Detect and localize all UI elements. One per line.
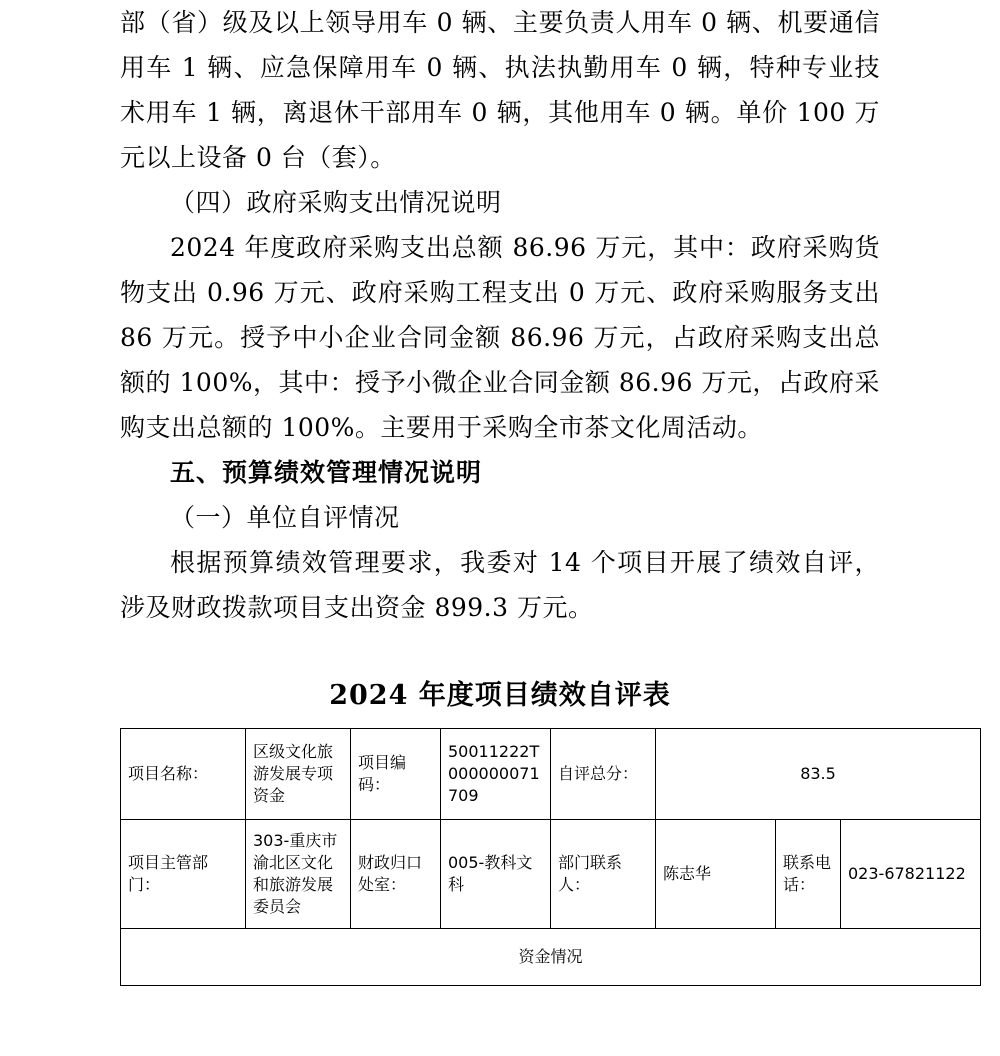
cell-label-project-code: 项目编码： — [351, 729, 441, 820]
cell-value-dept: 303-重庆市渝北区文化和旅游发展委员会 — [246, 820, 351, 929]
cell-value-finance-office: 005-教科文科 — [441, 820, 551, 929]
cell-value-project-name: 区级文化旅游发展专项资金 — [246, 729, 351, 820]
section-spacer — [120, 630, 880, 676]
cell-label-project-name: 项目名称： — [121, 729, 246, 820]
paragraph-procurement-detail: 2024 年度政府采购支出总额 86.96 万元，其中：政府采购货物支出 0.96 万元、政府采购工程支出 0 万元、政府采购服务支出 86 万元。授予中小企业合同金额 86.96 万元，占政府采购支出总额的 100%，其中：授予小微企业合同金额 86.96 万元，占政府采购支出总额的 100%。主要用于采购全市茶文化周活动。 — [120, 233, 880, 442]
cell-label-dept: 项目主管部门： — [121, 820, 246, 929]
heading-performance-management: 五、预算绩效管理情况说明 — [170, 458, 483, 487]
cell-label-self-score: 自评总分： — [551, 729, 656, 820]
table-title: 2024 年度项目绩效自评表 — [329, 680, 671, 711]
paragraph-self-evaluation-detail: 根据预算绩效管理要求，我委对 14 个项目开展了绩效自评，涉及财政拨款项目支出资金 899.3 万元。 — [120, 548, 880, 622]
cell-label-finance-office: 财政归口处室： — [351, 820, 441, 929]
cell-band-funding: 资金情况 — [121, 929, 981, 986]
table-row — [121, 820, 981, 929]
cell-label-phone: 联系电话： — [776, 820, 841, 929]
cell-value-contact-person: 陈志华 — [656, 820, 776, 929]
cell-value-self-score: 83.5 — [656, 729, 981, 820]
paragraph-vehicle-equipment: 部（省）级及以上领导用车 0 辆、主要负责人用车 0 辆、机要通信用车 1 辆、应急保障用车 0 辆、执法执勤用车 0 辆，特种专业技术用车 1 辆，离退休干部用车 0 辆，其他用车 0 辆。单价 100 万元以上设备 0 台（套）。 — [120, 8, 880, 172]
subheading-procurement: （四）政府采购支出情况说明 — [170, 188, 502, 217]
cell-value-project-code: 50011222T000000071709 — [441, 729, 551, 820]
subheading-self-evaluation: （一）单位自评情况 — [170, 503, 400, 532]
table-row — [121, 729, 981, 820]
performance-self-evaluation-table — [120, 728, 981, 986]
cell-value-phone: 023-67821122 — [841, 820, 981, 929]
cell-label-contact-person: 部门联系人： — [551, 820, 656, 929]
table-row — [121, 929, 981, 986]
